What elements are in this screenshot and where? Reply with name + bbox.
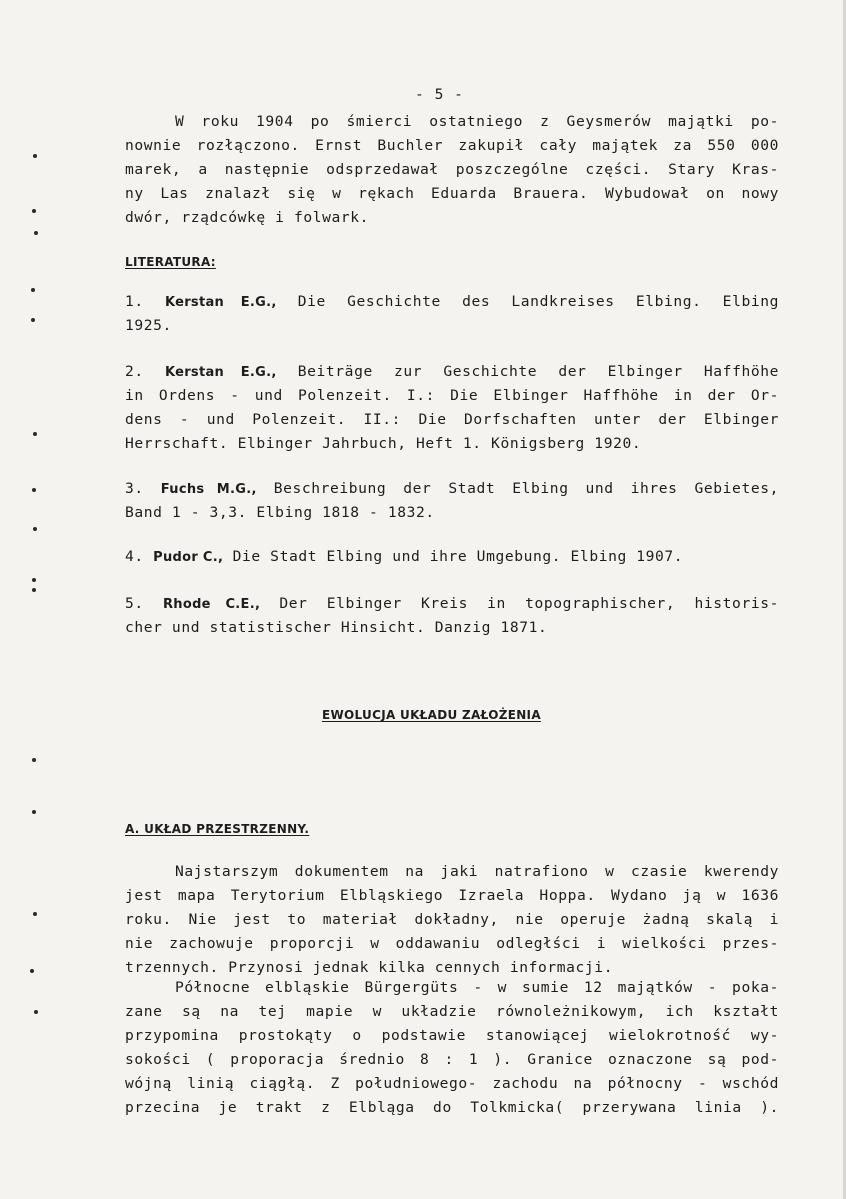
margin-mark xyxy=(31,318,35,322)
margin-mark xyxy=(32,758,36,762)
reference-author: Pudor C., xyxy=(153,550,224,565)
text-line: ny Las znalazł się w rękach Eduarda Brauera. Wybudował on nowy xyxy=(125,185,779,202)
margin-mark xyxy=(33,432,37,436)
literatura-heading: LITERATURA: xyxy=(125,255,216,269)
reference-text: Der Elbinger Kreis in topographischer, historis- xyxy=(279,595,779,612)
reference-line xyxy=(125,360,779,384)
reference-author: Kerstan E.G., xyxy=(164,365,277,380)
margin-mark xyxy=(34,231,38,235)
reference-line: Herrschaft. Elbinger Jahrbuch, Heft 1. Königsberg 1920. xyxy=(125,435,642,452)
margin-mark xyxy=(33,912,37,916)
reference-line: dens - und Polenzeit. II.: Die Dorfschaften unter der Elbinger xyxy=(125,411,779,428)
reference-author: Rhode C.E., xyxy=(162,597,261,612)
text-line: zane są na tej mapie w układzie równoleżnikowym, ich kształt xyxy=(125,1003,779,1020)
margin-mark xyxy=(32,588,36,592)
reference-line: 1925. xyxy=(125,317,172,334)
reference-line xyxy=(125,545,779,569)
text-line: jest mapa Terytorium Elbląskiego Izraela Hoppa. Wydano ją w 1636 xyxy=(125,887,779,904)
reference-line: cher und statistischer Hinsicht. Danzig 1871. xyxy=(125,619,548,636)
text-line: roku. Nie jest to materiał dokładny, nie operuje żadną skalą i xyxy=(125,911,779,928)
reference-line xyxy=(125,290,779,314)
page-number: - 5 - xyxy=(415,86,464,103)
reference-2 xyxy=(125,360,779,456)
reference-1 xyxy=(125,290,779,338)
margin-mark xyxy=(33,527,37,531)
reference-number: 1. xyxy=(125,293,144,310)
margin-mark xyxy=(32,488,36,492)
body-paragraph-2 xyxy=(125,976,779,1120)
margin-mark xyxy=(32,810,36,814)
reference-text: Die Geschichte des Landkreises Elbing. Elbing xyxy=(297,293,779,310)
text-line: nie zachowuje proporcji w oddawaniu odległści i wielkości przes- xyxy=(125,935,779,952)
margin-mark xyxy=(33,154,37,158)
text-line: W roku 1904 po śmierci ostatniego z Geysmerów majątki po- xyxy=(175,113,779,130)
reference-text: Die Stadt Elbing und ihre Umgebung. Elbing 1907. xyxy=(232,548,684,565)
reference-author: Fuchs M.G., xyxy=(160,482,257,497)
reference-line xyxy=(125,592,779,616)
subsection-heading: A. UKŁAD PRZESTRZENNY. xyxy=(125,822,310,836)
text-line: marek, a następnie odsprzedawał poszczególne części. Stary Kras- xyxy=(125,161,779,178)
margin-mark xyxy=(31,288,35,292)
text-line: trzennych. Przynosi jednak kilka cennych informacji. xyxy=(125,959,614,976)
intro-paragraph xyxy=(125,110,779,230)
text-line: wójną linią ciągłą. Z południowego- zachodu na północny - wschód xyxy=(125,1075,779,1092)
text-line: Północne elbląskie Bürgergüts - w sumie 12 majątków - poka- xyxy=(175,979,779,996)
text-line: przypomina prostokąty o podstawie stanowiącej wielokrotność wy- xyxy=(125,1027,779,1044)
reference-line: in Ordens - und Polenzeit. I.: Die Elbinger Haffhöhe in der Or- xyxy=(125,387,779,404)
reference-number: 5. xyxy=(125,595,144,612)
margin-mark xyxy=(30,969,34,973)
text-line: dwór, rządcówkę i folwark. xyxy=(125,209,370,226)
reference-number: 4. xyxy=(125,548,144,565)
text-line: przecina je trakt z Elbląga do Tolkmicka( przerywana linia ). xyxy=(125,1099,779,1116)
text-line: sokości ( proporacja średnio 8 : 1 ). Granice oznaczone są pod- xyxy=(125,1051,779,1068)
reference-text: Beschreibung der Stadt Elbing und ihres Gebietes, xyxy=(273,480,779,497)
reference-3 xyxy=(125,477,779,525)
body-paragraph-1 xyxy=(125,860,779,980)
reference-line: Band 1 - 3,3. Elbing 1818 - 1832. xyxy=(125,504,435,521)
text-line: nownie rozłączono. Ernst Buchler zakupił cały majątek za 550 000 xyxy=(125,137,779,154)
text-line: Najstarszym dokumentem na jaki natrafiono w czasie kwerendy xyxy=(175,863,779,880)
margin-mark xyxy=(32,578,36,582)
reference-number: 2. xyxy=(125,363,144,380)
reference-number: 3. xyxy=(125,480,144,497)
reference-line xyxy=(125,477,779,501)
margin-mark xyxy=(34,1010,38,1014)
margin-mark xyxy=(32,209,36,213)
reference-4 xyxy=(125,545,779,569)
reference-5 xyxy=(125,592,779,640)
section-heading: EWOLUCJA UKŁADU ZAŁOŻENIA xyxy=(322,708,541,722)
reference-text: Beiträge zur Geschichte der Elbinger Haffhöhe xyxy=(297,363,779,380)
reference-author: Kerstan E.G., xyxy=(164,295,277,310)
